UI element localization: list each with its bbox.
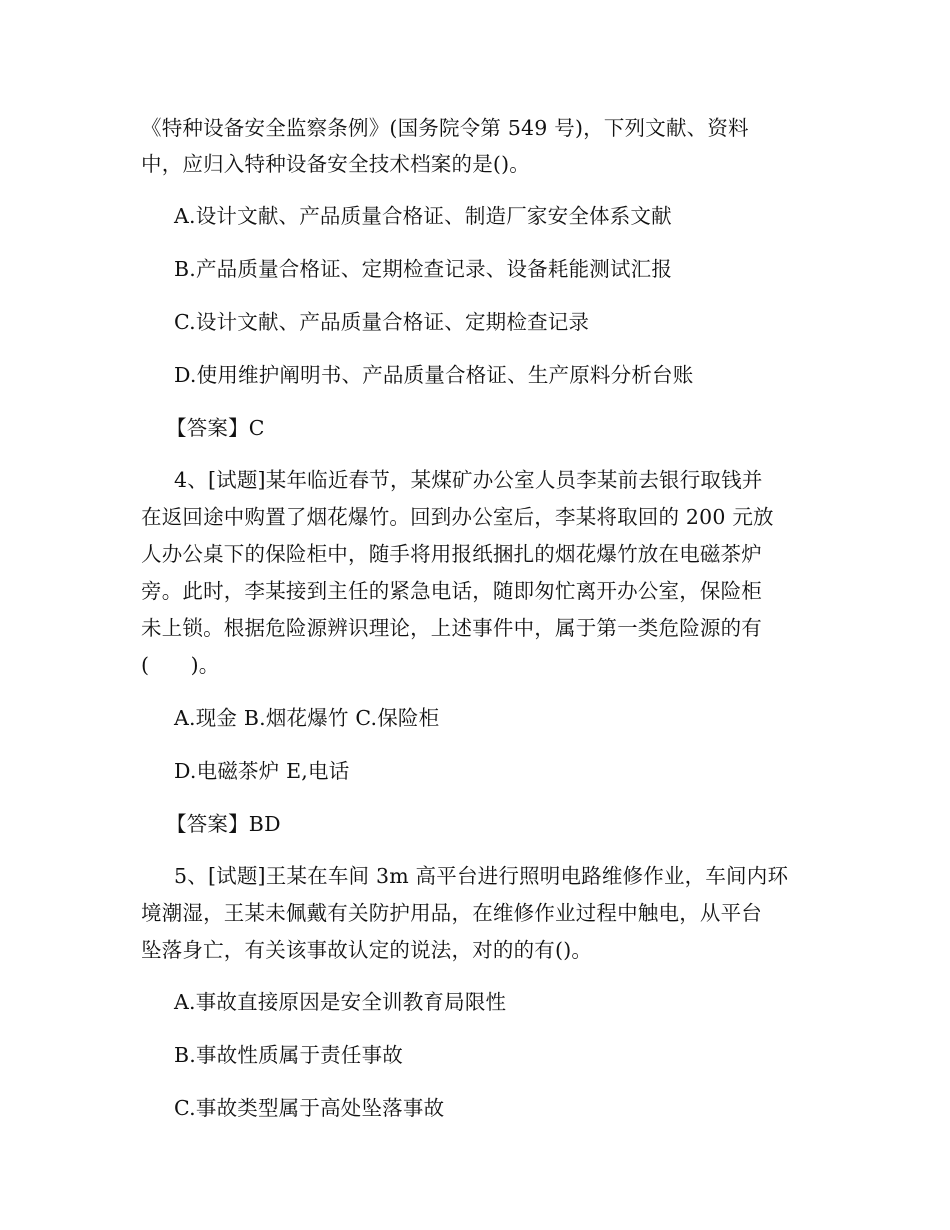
q4-stem-line-2: 在返回途中购置了烟花爆竹。回到办公室后，李某将取回的 200 元放 [141, 505, 774, 529]
q4-option-de: D.电磁茶炉 E,电话 [174, 759, 350, 783]
q3-option-a: A.设计文献、产品质量合格证、制造厂家安全体系文献 [174, 204, 672, 228]
q3-option-d: D.使用维护阐明书、产品质量合格证、生产原料分析台账 [174, 363, 694, 387]
q4-stem-line-4: 旁。此时，李某接到主任的紧急电话，随即匆忙离开办公室，保险柜 [141, 579, 762, 603]
q3-option-b: B.产品质量合格证、定期检查记录、设备耗能测试汇报 [174, 257, 673, 281]
q3-stem-line-1: 《特种设备安全监察条例》(国务院令第 549 号)，下列文献、资料 [141, 116, 749, 140]
q4-stem-line-1: 4、[试题]某年临近春节，某煤矿办公室人员李某前去银行取钱并 [174, 468, 763, 492]
q5-option-b: B.事故性质属于责任事故 [174, 1043, 403, 1067]
q3-stem-line-2: 中，应归入特种设备安全技术档案的是()。 [141, 152, 530, 176]
q5-option-c: C.事故类型属于高处坠落事故 [174, 1096, 445, 1120]
q3-option-c: C.设计文献、产品质量合格证、定期检查记录 [174, 310, 590, 334]
q4-stem-line-5: 未上锁。根据危险源辨识理论，上述事件中，属于第一类危险源的有 [141, 616, 762, 640]
q5-option-a: A.事故直接原因是安全训教育局限性 [174, 990, 507, 1014]
q4-stem-line-3: 人办公桌下的保险柜中，随手将用报纸捆扎的烟花爆竹放在电磁茶炉 [141, 542, 762, 566]
q5-stem-line-1: 5、[试题]王某在车间 3m 高平台进行照明电路维修作业，车间内环 [174, 864, 789, 888]
q4-stem-line-6: ( )。 [141, 653, 220, 677]
q4-answer: 【答案】BD [166, 812, 281, 836]
q4-option-abc: A.现金 B.烟花爆竹 C.保险柜 [174, 706, 440, 730]
q5-stem-line-2: 境潮湿，王某未佩戴有关防护用品，在维修作业过程中触电，从平台 [141, 901, 762, 925]
q3-answer: 【答案】C [166, 416, 265, 440]
q5-stem-line-3: 坠落身亡，有关该事故认定的说法，对的的有()。 [141, 938, 593, 962]
